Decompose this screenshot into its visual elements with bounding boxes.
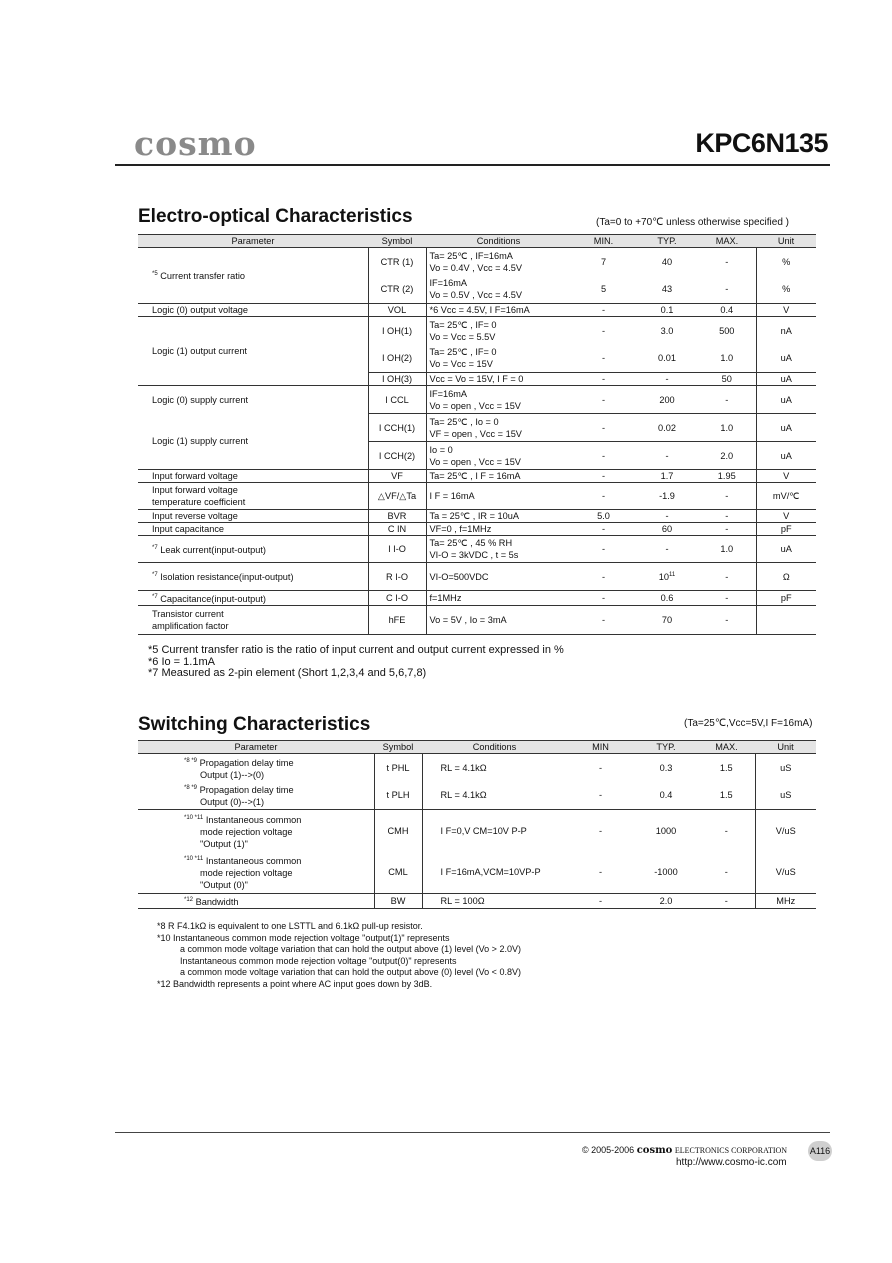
col-conditions: Conditions	[426, 235, 571, 248]
typ-cell: 40	[661, 256, 673, 267]
max-cell: 500	[719, 325, 735, 336]
eo-table	[138, 234, 816, 635]
conditions-cell: Ta= 25℃ , I F = 16mA	[426, 470, 571, 483]
conditions-cell: RL = 4.1kΩ	[440, 762, 487, 773]
min-cell: -	[571, 523, 636, 536]
sw-section-title: Switching Characteristics	[138, 714, 371, 735]
min-cell: 5.0	[571, 510, 636, 523]
max-cell: 2.0	[698, 442, 756, 470]
param-cell: Input forward voltage	[138, 470, 368, 483]
sw-table	[138, 740, 816, 909]
conditions-cell: Ta= 25℃ , 45 % RH VI-O = 3kVDC , t = 5s	[426, 536, 571, 563]
conditions-cell: IF=16mA Vo = open , Vcc = 15V	[426, 386, 571, 414]
table-row	[138, 470, 816, 483]
max-cell: 1.0	[698, 345, 756, 373]
symbol-cell: I CCH(1)	[368, 414, 426, 442]
footer-rule	[115, 1132, 830, 1133]
table-row	[138, 304, 816, 317]
col-typ: TYP.	[636, 235, 698, 248]
typ-cell: 1.7	[636, 470, 698, 483]
conditions-cell: Ta= 25℃ , IF= 0 Vo = Vcc = 5.5V	[429, 319, 497, 342]
unit-cell: uA	[756, 414, 816, 442]
footnote: Instantaneous common mode rejection voltage "output(0)" represents	[180, 955, 457, 966]
min-cell: -	[571, 606, 636, 635]
unit-cell: V/uS	[755, 852, 816, 894]
conditions-cell: RL = 4.1kΩ	[422, 782, 567, 810]
max-cell: -	[698, 591, 756, 606]
symbol-cell: t PLH	[374, 782, 422, 810]
footnote: *6 Io = 1.1mA	[148, 655, 215, 668]
typ-cell: 0.1	[636, 304, 698, 317]
param-cell: $^{*7}$ Capacitance(input-output)	[138, 591, 368, 606]
param-cell: Input reverse voltage	[138, 510, 368, 523]
min-cell: 5	[571, 276, 636, 304]
typ-cell: 0.01	[636, 345, 698, 373]
param-cell: $^{*8 *9}$ Propagation delay time Output (0)-->(1)	[138, 782, 374, 810]
symbol-cell: C IN	[368, 523, 426, 536]
table-row	[138, 483, 816, 510]
max-cell: 1.0	[698, 536, 756, 563]
footnote: *5 Current transfer ratio is the ratio of input current and output current expressed in %	[148, 644, 564, 656]
min-cell: -	[601, 325, 606, 336]
min-cell: -	[571, 386, 636, 414]
conditions-cell: Vo = 5V , Io = 3mA	[426, 606, 571, 635]
conditions-cell: IF=16mA Vo = 0.5V , Vcc = 4.5V	[426, 276, 571, 304]
unit-cell: V/uS	[755, 810, 816, 852]
typ-cell: 0.3	[659, 762, 673, 773]
typ-cell: 43	[636, 276, 698, 304]
param-cell: $^{*8 *9}$ Propagation delay time Output (1)-->(0)	[184, 757, 294, 780]
footnote: *7 Measured as 2-pin element (Short 1,2,3,4 and 5,6,7,8)	[148, 667, 427, 679]
table-row	[138, 523, 816, 536]
table-row	[138, 606, 816, 635]
param-cell: Transistor current amplification factor	[138, 606, 368, 635]
table-row	[138, 414, 816, 442]
sw-condition-note: (Ta=25℃,Vcc=5V,I F=16mA)	[684, 718, 813, 729]
table-row	[138, 782, 816, 810]
eo-notes	[148, 645, 564, 680]
max-cell: -	[698, 510, 756, 523]
table-row	[138, 894, 816, 909]
symbol-cell: VOL	[368, 304, 426, 317]
footnote: *12 Bandwidth represents a point where AC input goes down by 3dB.	[157, 978, 433, 989]
conditions-cell: Io = 0 Vo = open , Vcc = 15V	[426, 442, 571, 470]
unit-cell: %	[756, 248, 816, 276]
unit-cell: uA	[756, 373, 816, 386]
min-cell: -	[571, 414, 636, 442]
unit-cell: mV/℃	[756, 483, 816, 510]
symbol-cell: BW	[374, 894, 422, 909]
unit-cell: uA	[756, 442, 816, 470]
param-cell: Input capacitance	[138, 523, 368, 536]
param-cell: $^{*12}$ Bandwidth	[138, 894, 374, 909]
col-parameter: Parameter	[138, 235, 368, 248]
table-row	[138, 852, 816, 894]
conditions-cell: I F=0,V CM=10V P-P	[440, 825, 527, 836]
typ-cell: 1000	[655, 825, 677, 836]
min-cell: -	[571, 536, 636, 563]
page-number-badge: A116	[808, 1141, 832, 1161]
table-row	[138, 810, 816, 852]
unit-cell: V	[756, 510, 816, 523]
symbol-cell: R I-O	[368, 563, 426, 591]
max-cell: 0.4	[698, 304, 756, 317]
min-cell: -	[571, 483, 636, 510]
conditions-cell: Ta= 25℃ , IF=16mA Vo = 0.4V , Vcc = 4.5V	[429, 250, 522, 273]
col-max: MAX.	[698, 741, 755, 754]
min-cell: -	[567, 782, 634, 810]
unit-cell: MHz	[755, 894, 816, 909]
max-cell: -	[724, 825, 728, 836]
min-cell: -	[571, 373, 636, 386]
typ-cell: 3.0	[660, 325, 674, 336]
symbol-cell: CTR (1)	[368, 248, 426, 276]
symbol-cell: t PHL	[374, 754, 422, 782]
symbol-cell: I OH(3)	[368, 373, 426, 386]
max-cell: -	[698, 563, 756, 591]
conditions-cell: VF=0 , f=1MHz	[426, 523, 571, 536]
unit-cell: %	[756, 276, 816, 304]
param-cell: $^{*10 *11}$ Instantaneous common mode rejection voltage "Output (0)"	[138, 852, 374, 894]
param-cell: $^{*7}$ Leak current(input-output)	[138, 536, 368, 563]
footer-url[interactable]: http://www.cosmo-ic.com	[676, 1157, 787, 1168]
table-row	[138, 754, 816, 782]
unit-cell: uA	[756, 345, 816, 373]
typ-cell: 0.6	[636, 591, 698, 606]
symbol-cell: △VF/△Ta	[368, 483, 426, 510]
symbol-cell: hFE	[368, 606, 426, 635]
conditions-cell: f=1MHz	[426, 591, 571, 606]
conditions-cell: Vcc = Vo = 15V, I F = 0	[426, 373, 571, 386]
col-min: MIN	[567, 741, 634, 754]
min-cell: -	[571, 345, 636, 373]
max-cell: -	[725, 256, 729, 267]
header-rule	[115, 164, 830, 166]
typ-cell: 0.4	[634, 782, 698, 810]
table-row	[138, 510, 816, 523]
symbol-cell: BVR	[368, 510, 426, 523]
col-min: MIN.	[571, 235, 636, 248]
min-cell: -	[571, 442, 636, 470]
param-cell: Input forward voltage temperature coefficient	[138, 483, 368, 510]
sw-notes	[157, 921, 521, 990]
typ-cell: 200	[636, 386, 698, 414]
unit-cell: uA	[756, 386, 816, 414]
col-conditions: Conditions	[422, 741, 567, 754]
unit-cell: uS	[755, 782, 816, 810]
min-cell: -	[567, 852, 634, 894]
footnote: *8 R F4.1kΩ is equivalent to one LSTTL and 6.1kΩ pull-up resistor.	[157, 921, 423, 931]
typ-cell: -1.9	[636, 483, 698, 510]
table-row	[138, 563, 816, 591]
col-parameter: Parameter	[138, 741, 374, 754]
sw-header-row	[138, 741, 816, 754]
param-cell: Logic (1) output current	[138, 317, 368, 386]
min-cell: -	[598, 762, 603, 773]
table-row	[138, 536, 816, 563]
unit-cell: nA	[756, 317, 816, 345]
company-logo: cosmo	[134, 124, 257, 163]
conditions-cell: Ta = 25℃ , IR = 10uA	[426, 510, 571, 523]
unit-cell: V	[756, 470, 816, 483]
col-unit: Unit	[755, 741, 816, 754]
min-cell: 7	[600, 256, 607, 267]
max-cell: -	[698, 523, 756, 536]
typ-cell: 60	[636, 523, 698, 536]
max-cell: 1.95	[698, 470, 756, 483]
min-cell: -	[598, 825, 603, 836]
symbol-cell: I I-O	[368, 536, 426, 563]
typ-cell: 2.0	[634, 894, 698, 909]
max-cell: -	[698, 894, 755, 909]
footer-copyright: © 2005-2006 cosmo ELECTRONICS CORPORATION	[582, 1145, 788, 1156]
max-cell: -	[698, 606, 756, 635]
table-row	[138, 248, 816, 276]
part-number: KPC6N135	[695, 128, 828, 158]
max-cell: -	[698, 276, 756, 304]
table-row	[138, 591, 816, 606]
min-cell: -	[567, 894, 634, 909]
typ-cell: $10^{11}$	[636, 563, 698, 591]
symbol-cell: I OH(1)	[368, 317, 426, 345]
typ-cell: -	[636, 536, 698, 563]
unit-cell: Ω	[756, 563, 816, 591]
symbol-cell: I OH(2)	[368, 345, 426, 373]
param-cell: $^{*5}$ Current transfer ratio	[138, 248, 368, 304]
symbol-cell: CTR (2)	[368, 276, 426, 304]
typ-cell: -	[636, 442, 698, 470]
eo-header-row	[138, 235, 816, 248]
conditions-cell: Ta= 25℃ , IF= 0 Vo = Vcc = 15V	[426, 345, 571, 373]
max-cell: 50	[698, 373, 756, 386]
typ-cell: -	[636, 373, 698, 386]
footnote: *10 Instantaneous common mode rejection voltage "output(1)" represents	[157, 932, 450, 943]
col-symbol: Symbol	[374, 741, 422, 754]
typ-cell: -	[636, 510, 698, 523]
symbol-cell: I CCH(2)	[368, 442, 426, 470]
conditions-cell: I F=16mA,VCM=10VP-P	[422, 852, 567, 894]
max-cell: 1.0	[698, 414, 756, 442]
footnote: a common mode voltage variation that can hold the output above (0) level (Vo < 0.8V)	[180, 967, 521, 977]
table-row	[138, 386, 816, 414]
unit-cell: uS	[755, 754, 816, 782]
max-cell: -	[698, 386, 756, 414]
typ-cell: 0.02	[636, 414, 698, 442]
param-cell: Logic (1) supply current	[138, 414, 368, 470]
table-row	[138, 317, 816, 345]
max-cell: 1.5	[698, 782, 755, 810]
unit-cell: V	[756, 304, 816, 317]
min-cell: -	[571, 304, 636, 317]
symbol-cell: CMH	[374, 810, 422, 852]
col-unit: Unit	[756, 235, 816, 248]
unit-cell: uA	[756, 536, 816, 563]
unit-cell	[756, 606, 816, 635]
max-cell: -	[698, 852, 755, 894]
param-cell: $^{*10 *11}$ Instantaneous common mode rejection voltage "Output (1)"	[184, 814, 302, 849]
col-max: MAX.	[698, 235, 756, 248]
min-cell: -	[571, 591, 636, 606]
unit-cell: pF	[756, 591, 816, 606]
symbol-cell: I CCL	[368, 386, 426, 414]
conditions-cell: Ta= 25℃ , Io = 0 VF = open , Vcc = 15V	[426, 414, 571, 442]
param-cell: Logic (0) output voltage	[138, 304, 368, 317]
param-cell: Logic (0) supply current	[152, 394, 249, 405]
typ-cell: 70	[636, 606, 698, 635]
min-cell: -	[571, 563, 636, 591]
eo-condition-note: (Ta=0 to +70℃ unless otherwise specified )	[596, 217, 789, 228]
typ-cell: -1000	[634, 852, 698, 894]
col-typ: TYP.	[634, 741, 698, 754]
conditions-cell: RL = 100Ω	[422, 894, 567, 909]
symbol-cell: C I-O	[368, 591, 426, 606]
param-cell: $^{*7}$ Isolation resistance(input-output)	[138, 563, 368, 591]
conditions-cell: VI-O=500VDC	[426, 563, 571, 591]
max-cell: 1.5	[719, 762, 733, 773]
symbol-cell: VF	[368, 470, 426, 483]
min-cell: -	[571, 470, 636, 483]
conditions-cell: I F = 16mA	[426, 483, 571, 510]
eo-section-title: Electro-optical Characteristics	[138, 206, 413, 227]
col-symbol: Symbol	[368, 235, 426, 248]
symbol-cell: CML	[374, 852, 422, 894]
unit-cell: pF	[756, 523, 816, 536]
max-cell: -	[698, 483, 756, 510]
footnote: a common mode voltage variation that can hold the output above (1) level (Vo > 2.0V)	[180, 944, 521, 954]
conditions-cell: *6 Vcc = 4.5V, I F=16mA	[426, 304, 571, 317]
